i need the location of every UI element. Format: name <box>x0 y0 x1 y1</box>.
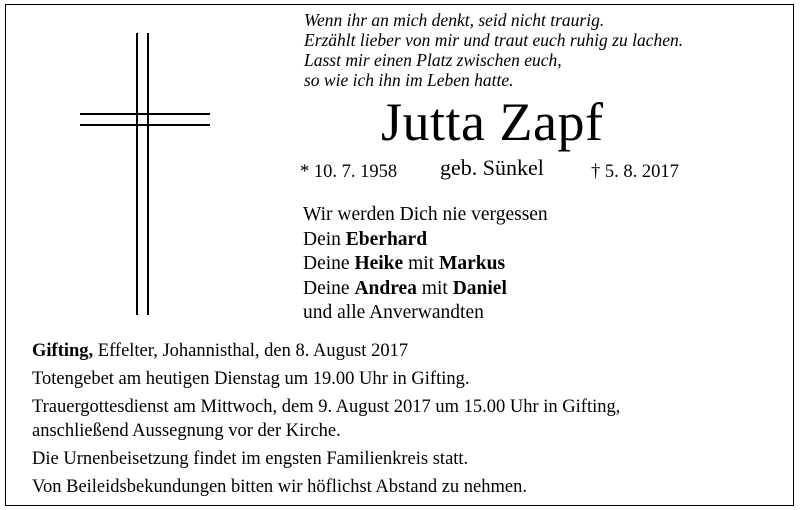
death-date: † 5. 8. 2017 <box>591 162 679 182</box>
poem <box>304 10 683 90</box>
funeral-info <box>32 339 620 499</box>
family-line: und alle Anverwandten <box>303 302 484 323</box>
family-line: Dein Eberhard <box>303 228 428 250</box>
poem-line: Lasst mir einen Platz zwischen euch, <box>304 50 562 70</box>
poem-line: Erzählt lieber von mir und traut euch ruhig zu lachen. <box>304 30 684 50</box>
family-line: Wir werden Dich nie vergessen <box>303 204 548 225</box>
poem-line: Wenn ihr an mich denkt, seid nicht traurig. <box>304 10 605 30</box>
birth-date: * 10. 7. 1958 <box>300 162 398 182</box>
family-line: Deine Heike mit Markus <box>303 253 506 274</box>
family-line: Deine Andrea mit Daniel <box>303 277 507 299</box>
condolence-line: Von Beileidsbekundungen bitten wir höflichst Abstand zu nehmen. <box>32 477 527 497</box>
family-signature <box>303 203 548 326</box>
deceased-name: Jutta Zapf <box>381 92 604 152</box>
maiden-name: geb. Sünkel <box>440 155 544 180</box>
prayer-line: Totengebet am heutigen Dienstag um 19.00 Uhr in Gifting. <box>32 369 470 389</box>
place-date-line: Gifting, Effelter, Johannisthal, den 8. August 2017 <box>32 341 409 361</box>
service-line-cont: anschließend Aussegnung vor der Kirche. <box>32 421 341 441</box>
poem-line: so wie ich ihn im Leben hatte. <box>304 70 514 90</box>
service-line: Trauergottesdienst am Mittwoch, dem 9. August 2017 um 15.00 Uhr in Gifting, <box>32 397 621 417</box>
urn-line: Die Urnenbeisetzung findet im engsten Familienkreis statt. <box>32 449 469 469</box>
